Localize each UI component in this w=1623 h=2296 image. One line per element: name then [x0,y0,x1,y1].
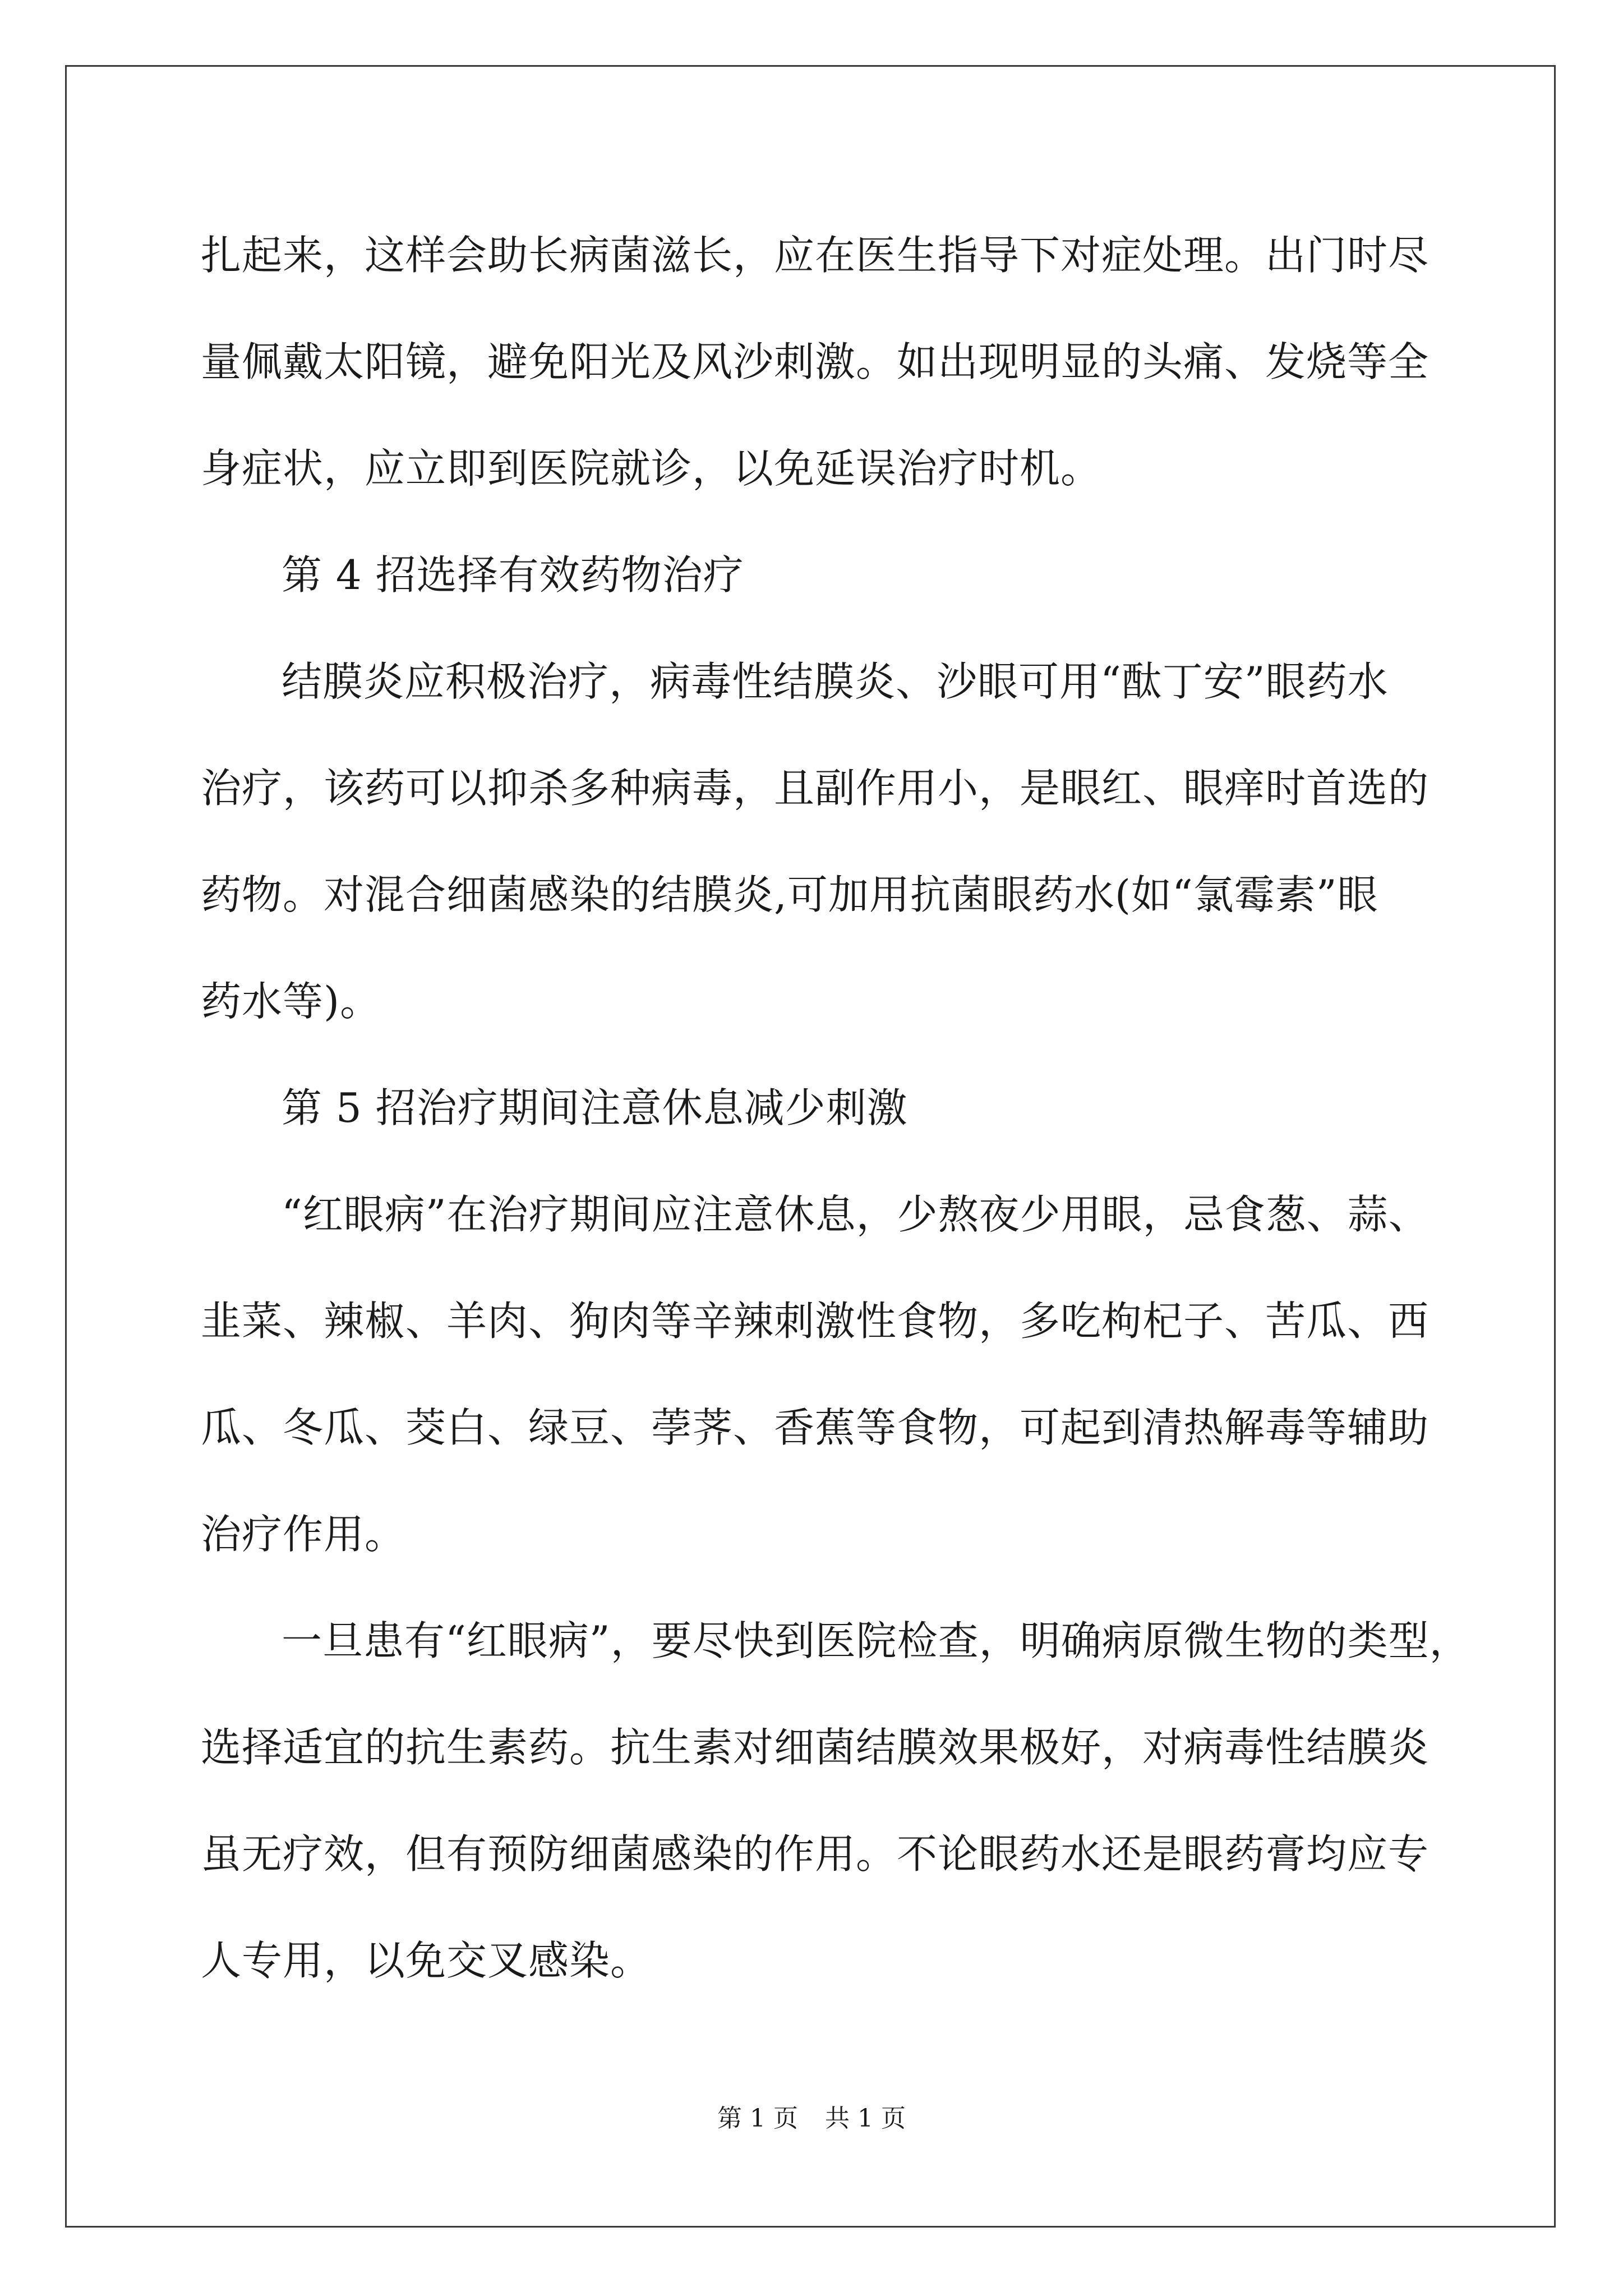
text-line: 药物。对混合细菌感染的结膜炎,可加用抗菌眼药水(如“氯霉素”眼 [201,871,1378,918]
text-line: 选择适宜的抗生素药。抗生素对细菌结膜效果极好，对病毒性结膜炎 [201,1724,1430,1771]
text-line: 结膜炎应积极治疗，病毒性结膜炎、沙眼可用“酞丁安”眼药水 [282,658,1389,705]
text-line: 量佩戴太阳镜，避免阳光及风沙刺激。如出现明显的头痛、发烧等全 [201,338,1430,385]
section-heading: 第 5 招治疗期间注意休息减少刺激 [282,1084,908,1131]
text-line: 身症状，应立即到医院就诊，以免延误治疗时机。 [201,445,1102,492]
text-line: 药水等)。 [201,978,381,1025]
text-line: 人专用，以免交叉感染。 [201,1937,652,1984]
text-line: 一旦患有“红眼病”，要尽快到医院检查，明确病原微生物的类型， [282,1617,1470,1664]
text-line: “红眼病”在治疗期间应注意休息，少熬夜少用眼，忌食葱、蒜、 [282,1191,1430,1238]
page-total: 共 1 页 [825,2104,906,2133]
text-line: 治疗，该药可以抑杀多种病毒，且副作用小，是眼红、眼痒时首选的 [201,765,1430,812]
page-number: 第 1 页 [717,2104,798,2133]
document-body [201,202,1470,2014]
section-heading: 第 4 招选择有效药物治疗 [282,551,744,599]
text-line: 瓜、冬瓜、茭白、绿豆、荸荠、香蕉等食物，可起到清热解毒等辅助 [201,1404,1430,1451]
text-line: 扎起来，这样会助长病菌滋长，应在医生指导下对症处理。出门时尽 [201,232,1430,279]
text-line: 虽无疗效，但有预防细菌感染的作用。不论眼药水还是眼药膏均应专 [201,1830,1430,1878]
page-footer [0,2098,1623,2134]
text-line: 韭菜、辣椒、羊肉、狗肉等辛辣刺激性食物，多吃枸杞子、苦瓜、西 [201,1297,1430,1345]
text-line: 治疗作用。 [201,1511,406,1558]
